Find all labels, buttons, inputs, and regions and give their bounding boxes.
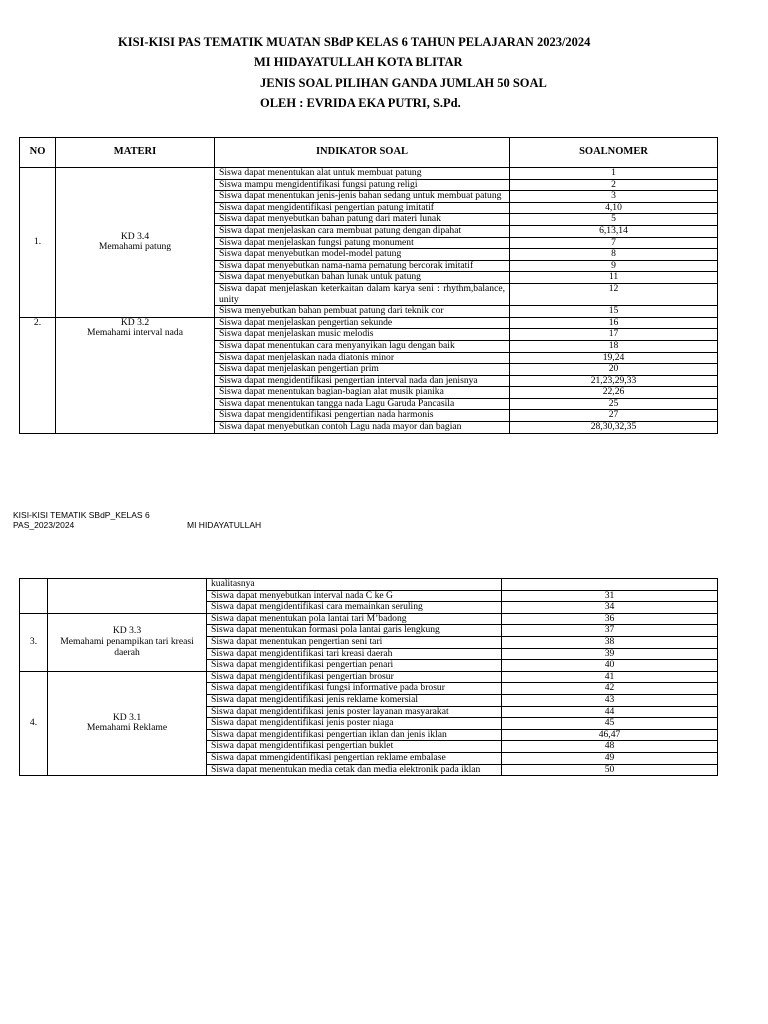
indikator-cell: Siswa dapat menentukan pengertian seni tari <box>207 636 502 648</box>
indikator-cell: Siswa dapat menyebutkan model-model patung <box>215 249 510 261</box>
indikator-cell: Siswa dapat mengidentifikasi pengertian penari <box>207 660 502 672</box>
indikator-cell: Siswa dapat menentukan cara menyanyikan lagu dengan baik <box>215 340 510 352</box>
soal-number-cell: 46,47 <box>502 729 718 741</box>
indikator-cell: Siswa dapat mengidentifikasi pengertian patung imitatif <box>215 202 510 214</box>
soal-number-cell: 1 <box>510 168 718 180</box>
indikator-cell: Siswa dapat mengidentifikasi fungsi informative pada brosur <box>207 683 502 695</box>
indikator-cell: Siswa dapat menentukan formasi pola lantai garis lengkung <box>207 625 502 637</box>
indikator-cell: Siswa dapat menentukan media cetak dan media elektronik pada iklan <box>207 764 502 776</box>
indikator-cell: Siswa dapat menentukan pola lantai tari M’badong <box>207 613 502 625</box>
soal-number-cell: 22,26 <box>510 387 718 399</box>
indikator-cell: Siswa dapat menyebutkan nama-nama pematung bercorak imitatif <box>215 260 510 272</box>
indikator-cell: Siswa dapat mengidentifikasi pengertian buklet <box>207 741 502 753</box>
soal-number-cell <box>502 579 718 591</box>
indikator-cell: Siswa dapat menentukan jenis-jenis bahan sedang untuk membuat patung <box>215 191 510 203</box>
materi-cell <box>56 168 215 318</box>
soal-number-cell: 28,30,32,35 <box>510 422 718 434</box>
row-number: 1. <box>20 168 56 318</box>
soal-number-cell: 44 <box>502 706 718 718</box>
soal-number-cell: 19,24 <box>510 352 718 364</box>
indikator-cell: Siswa dapat menyebutkan contoh Lagu nada mayor dan bagian <box>215 422 510 434</box>
soal-number-cell: 18 <box>510 340 718 352</box>
soal-number-cell: 21,23,29,33 <box>510 375 718 387</box>
soal-number-cell: 11 <box>510 272 718 284</box>
soal-number-cell: 6,13,14 <box>510 225 718 237</box>
soal-number-cell: 37 <box>502 625 718 637</box>
soal-number-cell: 39 <box>502 648 718 660</box>
indikator-cell: Siswa dapat menentukan tangga nada Lagu Garuda Pancasila <box>215 398 510 410</box>
soal-number-cell: 49 <box>502 752 718 764</box>
indikator-cell: Siswa dapat menjelaskan pengertian prim <box>215 364 510 376</box>
soal-number-cell: 16 <box>510 317 718 329</box>
soal-number-cell: 48 <box>502 741 718 753</box>
soal-number-cell: 3 <box>510 191 718 203</box>
indikator-cell: Siswa dapat menentukan bagian-bagian alat musik pianika <box>215 387 510 399</box>
indikator-cell: Siswa dapat menjelaskan nada diatonis minor <box>215 352 510 364</box>
table-row <box>20 579 718 591</box>
materi-label: Memahami patung <box>98 241 172 253</box>
doc-title-line-4: OLEH : EVRIDA EKA PUTRI, S.Pd. <box>260 96 461 110</box>
row-number: 4. <box>20 671 48 775</box>
materi-cell <box>48 579 207 614</box>
materi-cell <box>48 613 207 671</box>
indikator-cell: Siswa dapat mengidentifikasi jenis poster niaga <box>207 718 502 730</box>
soal-number-cell: 43 <box>502 694 718 706</box>
materi-cell <box>48 671 207 775</box>
kd-code: KD 3.1 <box>112 711 142 723</box>
soal-number-cell: 42 <box>502 683 718 695</box>
indikator-cell: Siswa dapat mengidentifikasi pengertian brosur <box>207 671 502 683</box>
doc-title-line-3: JENIS SOAL PILIHAN GANDA JUMLAH 50 SOAL <box>260 76 547 90</box>
indikator-cell: Siswa dapat menyebutkan interval nada C ke G <box>207 590 502 602</box>
header-materi: MATERI <box>56 138 215 168</box>
soal-number-cell: 12 <box>510 283 718 305</box>
table-row <box>20 671 718 683</box>
materi-cell <box>56 317 215 433</box>
table-row <box>20 317 718 329</box>
indikator-cell: Siswa dapat mengidentifikasi tari kreasi daerah <box>207 648 502 660</box>
doc-title-line-1: KISI-KISI PAS TEMATIK MUATAN SBdP KELAS 6 TAHUN PELAJARAN 2023/2024 <box>118 35 591 49</box>
soal-number-cell: 27 <box>510 410 718 422</box>
footer-right: MI HIDAYATULLAH <box>187 520 262 530</box>
indikator-cell: Siswa mampu mengidentifikasi fungsi patung religi <box>215 179 510 191</box>
soal-number-cell: 50 <box>502 764 718 776</box>
row-number: 2. <box>20 317 56 433</box>
indikator-cell: Siswa dapat menjelaskan cara membuat patung dengan dipahat <box>215 225 510 237</box>
soal-number-cell: 40 <box>502 660 718 672</box>
soal-number-cell: 31 <box>502 590 718 602</box>
indikator-cell: Siswa dapat menjelaskan pengertian sekunde <box>215 317 510 329</box>
kisi-kisi-table-page-1 <box>19 137 718 434</box>
indikator-cell: Siswa dapat mengidentifikasi pengertian interval nada dan jenisnya <box>215 375 510 387</box>
soal-number-cell: 38 <box>502 636 718 648</box>
indikator-cell: kualitasnya <box>207 579 502 591</box>
footer-left-line-1: KISI-KISI TEMATIK SBdP_KELAS 6 <box>13 510 150 520</box>
soal-number-cell: 8 <box>510 249 718 261</box>
soal-number-cell: 9 <box>510 260 718 272</box>
table-row <box>20 168 718 180</box>
soal-number-cell: 20 <box>510 364 718 376</box>
materi-label: Memahami interval nada <box>87 327 183 339</box>
table-row <box>20 613 718 625</box>
indikator-cell: Siswa dapat menjelaskan keterkaitan dalam karya seni : rhythm,balance, unity <box>215 283 510 305</box>
soal-number-cell: 7 <box>510 237 718 249</box>
soal-number-cell: 2 <box>510 179 718 191</box>
header-soalnomer: SOALNOMER <box>510 138 718 168</box>
materi-label: Memahami penampikan tari kreasi daerah <box>60 635 194 658</box>
soal-number-cell: 17 <box>510 329 718 341</box>
soal-number-cell: 34 <box>502 602 718 614</box>
header-no: NO <box>20 138 56 168</box>
table-header-row <box>20 138 718 168</box>
soal-number-cell: 4,10 <box>510 202 718 214</box>
kd-code: KD 3.2 <box>120 316 150 328</box>
indikator-cell: Siswa dapat mengidentifikasi pengertian iklan dan jenis iklan <box>207 729 502 741</box>
indikator-cell: Siswa dapat mengidentifikasi jenis reklame komersial <box>207 694 502 706</box>
kd-code: KD 3.4 <box>120 230 150 242</box>
materi-label: Memahami Reklame <box>86 722 168 734</box>
indikator-cell: Siswa dapat menyebutkan bahan lunak untuk patung <box>215 272 510 284</box>
soal-number-cell: 45 <box>502 718 718 730</box>
soal-number-cell: 36 <box>502 613 718 625</box>
soal-number-cell: 5 <box>510 214 718 226</box>
indikator-cell: Siswa dapat mmengidentifikasi pengertian reklame embalase <box>207 752 502 764</box>
indikator-cell: Siswa dapat mengidentifikasi cara memainkan seruling <box>207 602 502 614</box>
soal-number-cell: 15 <box>510 306 718 318</box>
indikator-cell: Siswa dapat menjelaskan fungsi patung monument <box>215 237 510 249</box>
header-indikator: INDIKATOR SOAL <box>215 138 510 168</box>
soal-number-cell: 41 <box>502 671 718 683</box>
footer-left-line-2: PAS_2023/2024 <box>13 520 75 530</box>
indikator-cell: Siswa dapat menjelaskan music melodis <box>215 329 510 341</box>
kd-code: KD 3.3 <box>112 625 142 637</box>
indikator-cell: Siswa menyebutkan bahan pembuat patung dari teknik cor <box>215 306 510 318</box>
row-number: 3. <box>20 613 48 671</box>
row-number <box>20 579 48 614</box>
indikator-cell: Siswa dapat mengidentifikasi jenis poster layanan masyarakat <box>207 706 502 718</box>
kisi-kisi-table-page-2 <box>19 578 718 776</box>
doc-title-line-2: MI HIDAYATULLAH KOTA BLITAR <box>254 55 463 69</box>
indikator-cell: Siswa dapat mengidentifikasi pengertian nada harmonis <box>215 410 510 422</box>
soal-number-cell: 25 <box>510 398 718 410</box>
indikator-cell: Siswa dapat menentukan alat untuk membuat patung <box>215 168 510 180</box>
indikator-cell: Siswa dapat menyebutkan bahan patung dari materi lunak <box>215 214 510 226</box>
